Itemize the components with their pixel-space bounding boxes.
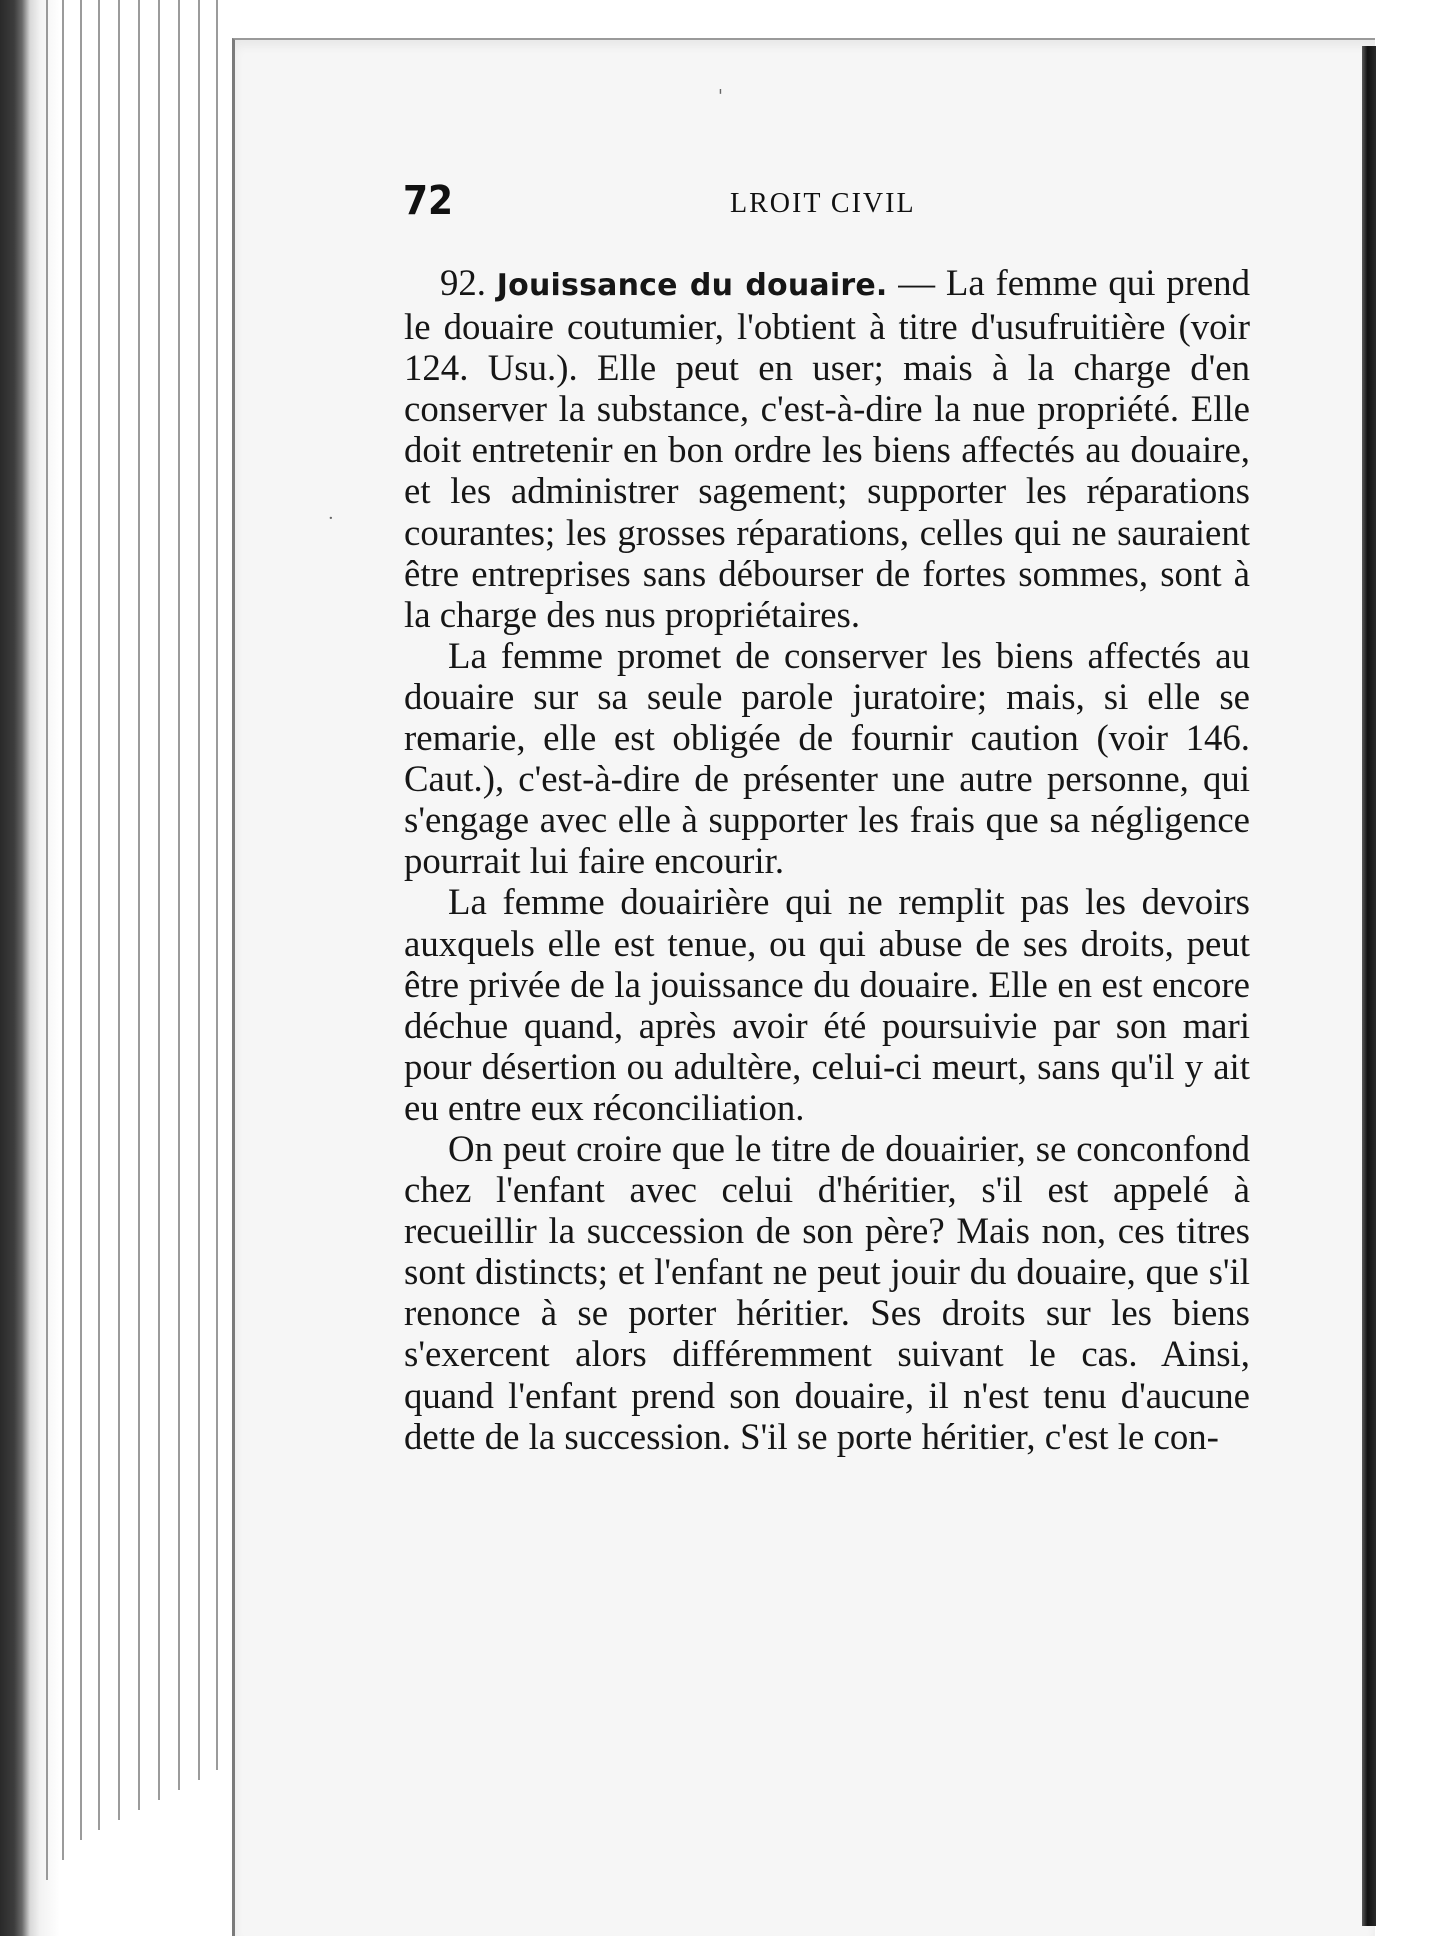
paragraph: On peut croire que le titre de douairier, se conconfond chez l'enfant avec celui d'héritier, s'il est appelé à recueillir la succession de son père? Mais non, ces titres sont distincts; et l'enfant ne peut jouir du douaire, que s'il renonce à se porter héritier. Ses droits sur les biens s'exercent alors différemment suivant le cas. Ainsi, quand l'enfant prend son douaire, il n'est tenu d'aucune dette de la succession. S'il se porte héritier, c'est le con-: [404, 1127, 1250, 1457]
page-edge-line: [158, 0, 160, 1800]
page-edge-line: [198, 0, 200, 1780]
scan-speck: ·: [328, 508, 334, 529]
page-edge-line: [216, 0, 218, 1770]
section-lead-text: — La femme qui prend le douaire coutumier, l'obtient à titre d'usufruitière (voir 124. Usu.). Elle peut en user; mais à la charge d'en conserver la substance, c'est-à-dire la nue propriété. Elle doit entretenir en bon ordre les biens affectés au douaire, et les administrer sagement; supporter les réparations courantes; les grosses réparations, celles qui ne sauraient être entreprises sans débourser de fortes sommes, sont à la charge des nus propriétaires.: [404, 262, 1250, 635]
page-header: [403, 178, 1253, 230]
paragraph: La femme promet de conserver les biens affectés au douaire sur sa seule parole juratoire; mais, si elle se remarie, elle est obligée de fournir caution (voir 146. Caut.), c'est-à-dire de présenter une autre personne, qui s'engage avec elle à supporter les frais que sa négligence pourrait lui faire encourir.: [404, 634, 1250, 882]
page-edge-line: [98, 0, 100, 1830]
binding-shadow: [1362, 46, 1376, 1926]
page-edge-line: [138, 0, 140, 1810]
section-number: 92.: [440, 262, 486, 303]
page-edge-line: [46, 0, 48, 1880]
page-edge-line: [118, 0, 120, 1820]
page-edge-line: [178, 0, 180, 1790]
page-number: 72: [403, 178, 454, 224]
paragraph: [404, 262, 1250, 635]
scan-speck: ': [718, 86, 723, 107]
page-edge-line: [80, 0, 82, 1840]
body-text: [404, 262, 1250, 1457]
stacked-page-edges: [0, 0, 238, 1936]
paragraph: La femme douairière qui ne remplit pas les devoirs auxquels elle est tenue, ou qui abuse de ses droits, peut être privée de la jouissance du douaire. Elle en est encore déchue quand, après avoir été poursuivie par son mari pour désertion ou adultère, celui-ci meurt, sans qu'il y ait eu entre eux réconciliation.: [404, 881, 1250, 1128]
right-margin: [1376, 0, 1432, 1936]
page-edge-line: [62, 0, 64, 1860]
running-head: LROIT CIVIL: [730, 188, 916, 219]
section-heading: Jouissance du douaire.: [496, 268, 888, 303]
